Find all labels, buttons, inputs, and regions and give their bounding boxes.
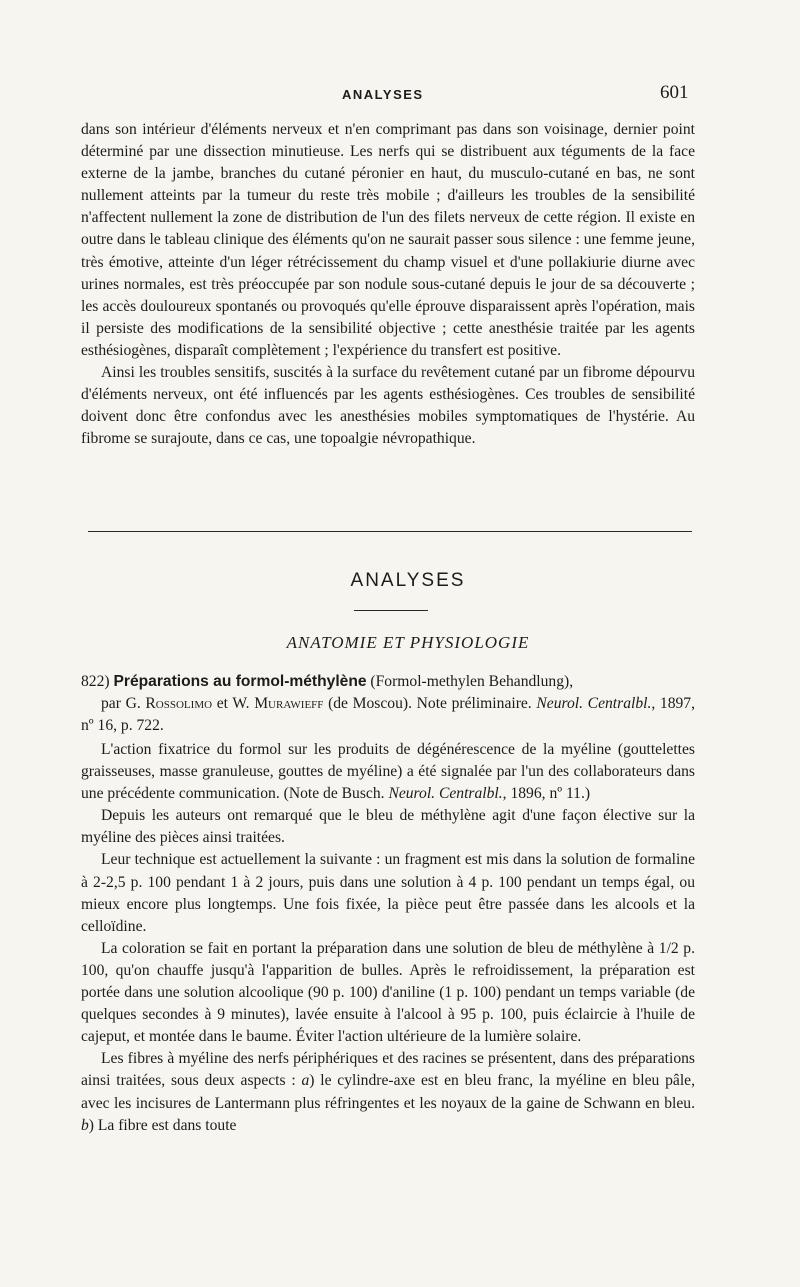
subsection-title: ANATOMIE ET PHYSIOLOGIE xyxy=(286,633,530,652)
entry-title: Préparations au formol-méthylène xyxy=(113,673,367,690)
entry-citation xyxy=(81,671,695,737)
running-title: ANALYSES xyxy=(342,87,424,102)
entry-author-2: Murawieff xyxy=(254,695,324,713)
entry-reference: , 1897, nº 16, p. 722. xyxy=(81,695,696,735)
paragraph-staining: La coloration se fait en portant la préparation dans une solution de bleu de méthylène à 1/2 p. 100, qu'on chauffe jusqu'à l'apparition de bulles. Après le refroidissement, la préparation est portée dans une solution alcoolique (90 p. 100) d'aniline (1 p. 100) pendant un temps variable (de quelques secondes à 9 minutes), lavée ensuite à l'alcool à 95 p. 100, puis éclaircie à l'huile de cajeput, et montée dans le baume. Éviter l'action ultérieure de la lumière solaire. xyxy=(81,939,695,1046)
running-head xyxy=(0,82,800,106)
entry-number: 822) xyxy=(81,673,110,690)
paragraph-technique: Leur technique est actuellement la suivante : un fragment est mis dans la solution de formaline à 2-2,5 p. 100 pendant 1 à 2 jours, puis dans une solution à 4 p. 100 pendant un temps égal, ou mieux encore plus longtemps. Une fois fixée, la pièce peut être passée dans les alcools et la celloïdine. xyxy=(81,851,695,935)
entry-and: et W. xyxy=(212,695,255,713)
paragraph-fibres-mid: ) le cylindre-axe est en bleu franc, la myéline en bleu pâle, avec les incisures de Lantermann plus réfringentes et les noyaux de la gaine de Schwann en bleu. xyxy=(81,1072,696,1112)
paragraph-fixation-text: L'action fixatrice du formol sur les produits de dégénérescence de la myéline (gouttelettes graisseuses, masse granuleuse, gouttes de myéline) a été signalée par l'un des collaborateurs dans une précédente communication. (Note de Busch. xyxy=(81,741,695,803)
entry-title-translation: (Formol-methylen Behandlung), xyxy=(366,673,574,690)
section-title-rule xyxy=(354,610,428,611)
entry-origin: (de Moscou). Note préliminaire. xyxy=(323,695,537,713)
entry-by: par G. xyxy=(101,695,146,713)
paragraph-fibres xyxy=(81,1048,695,1136)
section-divider xyxy=(88,531,692,532)
entry-body xyxy=(81,739,695,1137)
continued-text-block xyxy=(81,119,695,450)
section-title: ANALYSES xyxy=(350,570,466,591)
entry-author-1: Rossolimo xyxy=(145,695,213,713)
paragraph-fixation-journal: Neurol. Centralbl. xyxy=(388,785,503,803)
entry-journal: Neurol. Centralbl. xyxy=(536,695,652,713)
paragraph-fibres-start: Les fibres à myéline des nerfs périphériques et des racines se présentent, dans des préparations ainsi traitées, sous deux aspects : xyxy=(81,1050,695,1090)
entry-header xyxy=(81,671,695,737)
paragraph-continued: dans son intérieur d'éléments nerveux et n'en comprimant pas dans son voisinage, dernier point déterminé par une dissection minutieuse. Les nerfs qui se distribuent aux téguments de la face externe de la jambe, branches du cutané péronier en haut, du musculo-cutané en bas, ne sont nullement atteints par la tumeur du reste très mobile ; d'ailleurs les troubles de la sensibilité n'affectent nullement la zone de distribution de l'un des filets nerveux de cette région. Il existe en outre dans le tableau clinique des éléments qu'on ne saurait passer sous silence : une femme jeune, très émotive, atteinte d'un léger rétrécissement du champ visuel et d'une pollakiurie diurne avec urines normales, est très préoccupée par son nodule sous-cutané depuis le jour de sa découverte ; les accès douloureux spontanés ou provoqués qu'elle éprouve disparaissent après l'opération, mais il persiste des modifications de la sensibilité objective ; cette anesthésie traitée par les agents esthésiogènes, disparaît complètement ; l'expérience du transfert est positive. xyxy=(81,121,695,359)
paragraph-fibres-a: a xyxy=(301,1072,310,1090)
paragraph-fixation-ref: , 1896, nº 11.) xyxy=(502,785,591,803)
paragraph-fibres-b: b xyxy=(81,1116,89,1134)
paragraph-observation: Depuis les auteurs ont remarqué que le bleu de méthylène agit d'une façon élective sur la myéline des pièces ainsi traitées. xyxy=(81,807,695,847)
page-number: 601 xyxy=(660,82,689,103)
paragraph-conclusion: Ainsi les troubles sensitifs, suscités à la surface du revêtement cutané par un fibrome dépourvu d'éléments nerveux, ont été influencés par les agents esthésiogènes. Ces troubles de sensibilité doivent donc être confondus avec les anesthésies mobiles symptomatiques de l'hystérie. Au fibrome se surajoute, dans ce cas, une topoalgie névropathique. xyxy=(81,364,695,448)
paragraph-fixation xyxy=(81,739,695,805)
paragraph-fibres-end: ) La fibre est dans toute xyxy=(88,1116,237,1134)
